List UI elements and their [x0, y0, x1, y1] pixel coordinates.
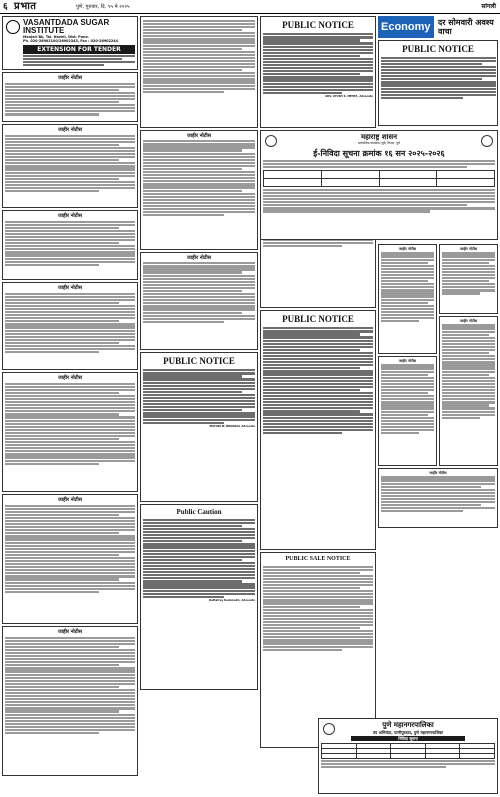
public-notice-top	[260, 16, 376, 128]
notice-heading: जाहीर नोटीस	[398, 359, 417, 363]
government-seal-icon	[265, 135, 277, 147]
notice-heading: जाहीर नोटीस	[459, 247, 478, 251]
jahir-notice-2	[2, 124, 138, 208]
notice-heading: Public Caution	[176, 508, 222, 516]
masthead	[0, 0, 500, 14]
notice-heading: जाहीर नोटीस	[57, 213, 82, 220]
pwd-tender-notice	[260, 130, 498, 240]
vasantdada-phone: Ph. 020-26902100/26902343, Fax : 020-26902244	[23, 39, 118, 44]
edition: सांगली	[481, 3, 496, 10]
advocate-signature: ADV. AYUSH S. MEHTA, Advocate	[325, 94, 373, 98]
vasantdada-ad	[2, 16, 138, 70]
public-notice-right	[378, 40, 498, 126]
jahir-notice-1	[2, 72, 138, 122]
jahir-notice-5	[2, 372, 138, 492]
page-number: ६	[3, 2, 8, 12]
vasantdada-address: Manjari Bk, Tal. Haveli, Dist. Pune.	[23, 35, 90, 39]
jahir-notice-12	[378, 244, 437, 354]
notice-heading: जाहीर नोटीस	[186, 133, 211, 139]
column-3	[260, 16, 376, 750]
public-notice-sale-sector	[260, 310, 376, 550]
pwd-logo-icon	[481, 135, 493, 147]
vasantdada-title: VASANTDADA SUGAR INSTITUTE	[23, 18, 110, 35]
notice-heading: PUBLIC NOTICE	[282, 20, 354, 30]
maha-title: महाराष्ट्र शासन	[360, 133, 398, 141]
jahir-notice-16	[378, 468, 498, 528]
notice-heading: जाहीर नोटीस	[459, 319, 478, 323]
notice-heading: जाहीर नोटीस	[57, 497, 82, 504]
economy-tagline: दर सोमवारी अवश्य वाचा	[438, 17, 494, 36]
notice-heading: जाहीर नोटीस	[57, 127, 82, 134]
jahir-notice-14	[439, 244, 498, 314]
pmc-title: पुणे महानगरपालिका	[382, 720, 434, 729]
extension-banner: EXTENSION FOR TENDER	[23, 45, 135, 55]
jahir-notice-3	[2, 210, 138, 280]
jahir-notice-13	[378, 356, 437, 466]
column-1	[2, 16, 138, 778]
tender-table	[263, 170, 495, 187]
advocate-signature: MAYURI M. BHONGAL Advocate	[209, 424, 255, 428]
jahir-notice-8	[140, 16, 258, 128]
pmc-subtitle: निविदा सूचना	[351, 736, 465, 741]
public-notice-mayuri	[140, 352, 258, 502]
tender-number: ई-निविदा सूचना क्रमांक १६ सन २०२५-२०२६	[313, 147, 445, 158]
notice-heading: जाहीर नोटीस	[57, 375, 82, 382]
issue-date: पुणे, गुरुवार, दि. १५ मे २०२५	[76, 4, 130, 10]
maha-dept: सार्वजनिक बांधकाम (पूर्व) विभाग, पुणे	[357, 140, 401, 145]
notice-heading: जाहीर नोटीस	[57, 75, 82, 82]
economy-badge: Economy	[378, 16, 434, 38]
column-4	[378, 40, 498, 128]
jahir-notice-10	[140, 252, 258, 350]
notice-heading: जाहीर नोटीस	[398, 247, 417, 251]
pmc-tender-table	[321, 743, 495, 759]
notice-heading: जाहीर नोटीस	[57, 285, 82, 292]
jahir-notice-9	[140, 130, 258, 250]
notice-heading: PUBLIC NOTICE	[163, 356, 235, 366]
advocate-signature: Dattatray Deshmukh, Advocate	[209, 598, 255, 602]
notice-heading: जाहीर नोटीस	[186, 255, 211, 261]
notice-heading: PUBLIC NOTICE	[402, 43, 474, 54]
jahir-notice-6	[2, 494, 138, 624]
economy-banner	[378, 16, 498, 38]
pmc-tender-notice	[318, 718, 498, 794]
vasantdada-logo-icon	[6, 20, 20, 34]
notice-heading: PUBLIC SALE NOTICE	[285, 556, 351, 562]
jahir-notice-15	[439, 316, 498, 466]
column-2	[140, 16, 258, 692]
pmc-logo-icon	[323, 723, 335, 735]
notice-heading: जाहीर नोटीस	[429, 471, 447, 475]
public-caution	[140, 504, 258, 690]
notice-heading: PUBLIC NOTICE	[282, 314, 354, 324]
column-4-lower	[378, 244, 498, 530]
pmc-dept: उप अभियंता, पाणीपुरवठा, पुणे महानगरपालिका	[372, 729, 444, 735]
notice-heading: जाहीर नोटीस	[57, 629, 82, 636]
paper-name: प्रभात	[14, 1, 37, 12]
jahir-notice-4	[2, 282, 138, 370]
jahir-notice-7	[2, 626, 138, 776]
